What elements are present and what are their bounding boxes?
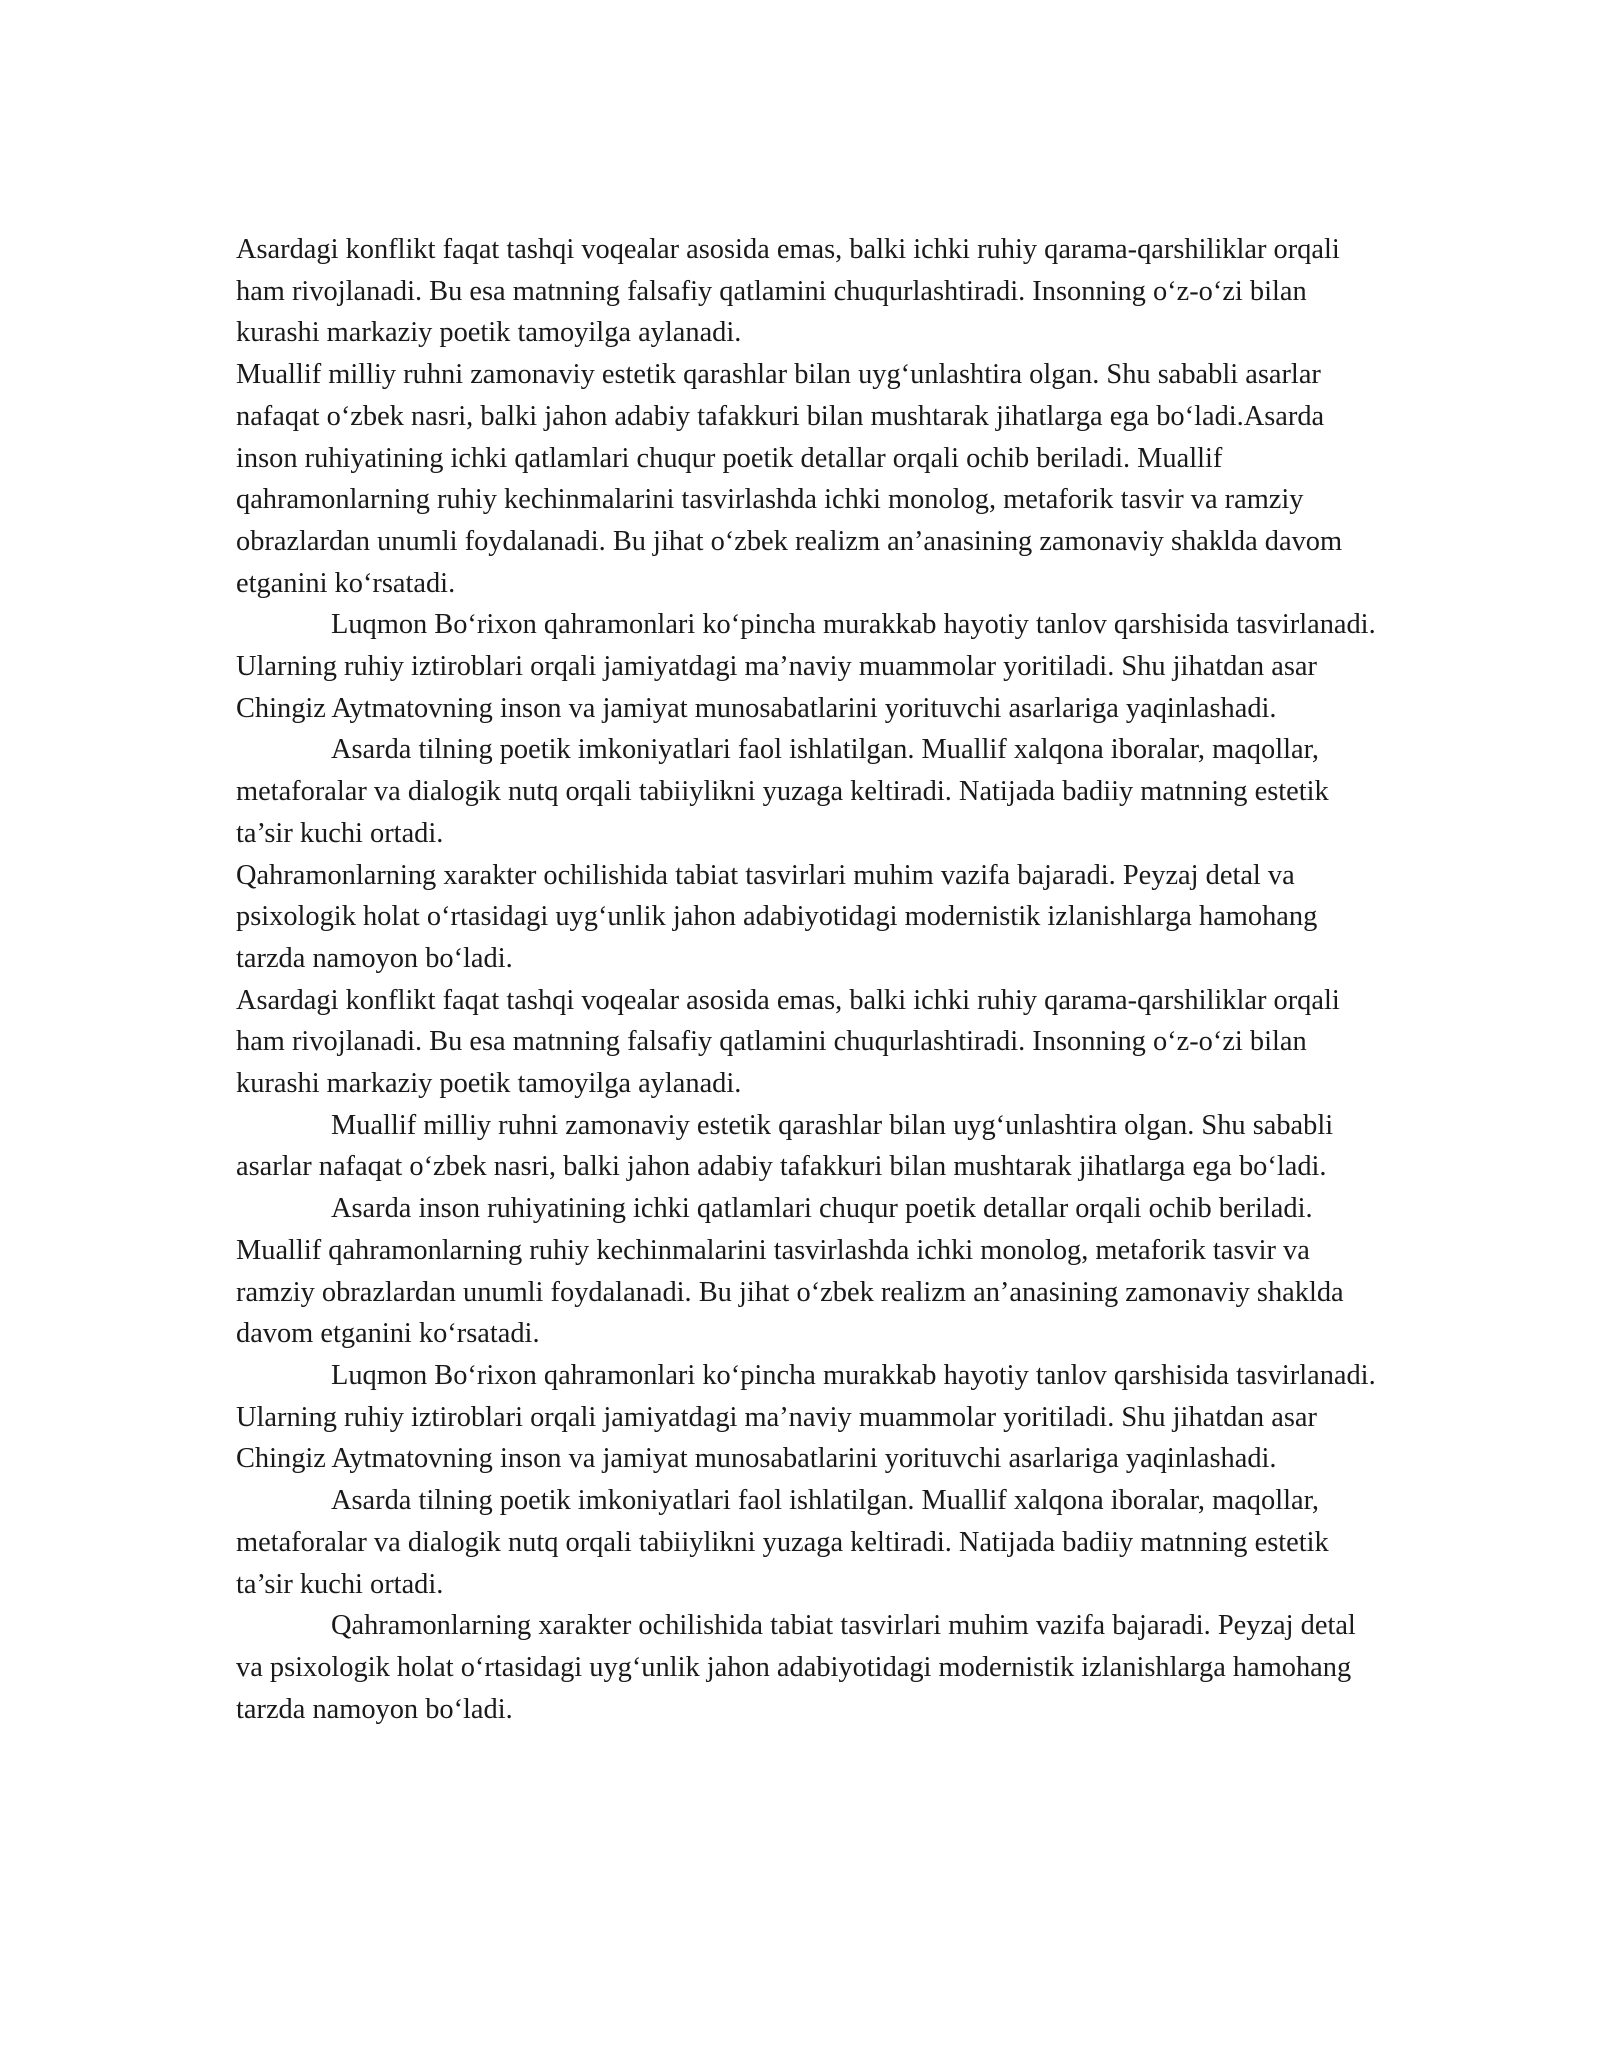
- paragraph-5: Qahramonlarning xarakter ochilishida tabiat tasvirlari muhim vazifa bajaradi. Peyzaj detal va psixologik holat o‘rtasidagi uyg‘unlik jahon adabiyotidagi modernistik izlanishlarga hamohang tarzda namoyon bo‘ladi.: [236, 859, 1318, 974]
- paragraph-9: Luqmon Bo‘rixon qahramonlari ko‘pincha murakkab hayotiy tanlov qarshisida tasvirlanadi. Ularning ruhiy iztiroblari orqali jamiyatdagi ma’naviy muammolar yoritiladi. Shu jihatdan asar Chingiz Aytmatovning inson va jamiyat munosabatlarini yorituvchi asarlariga yaqinlashadi.: [236, 1359, 1376, 1475]
- paragraph-4: Asarda tilning poetik imkoniyatlari faol ishlatilgan. Muallif xalqona iboralar, maqollar, metaforalar va dialogik nutq orqali tabiiylikni yuzaga keltiradi. Natijada badiiy matnning estetik ta’sir kuchi ortadi.: [236, 734, 1329, 849]
- paragraph-8: Asarda inson ruhiyatining ichki qatlamlari chuqur poetik detallar orqali ochib beriladi. Muallif qahramonlarning ruhiy kechinmalarini tasvirlashda ichki monolog, metaforik tasvir va ramziy obrazlardan unumli foydalanadi. Bu jihat o‘zbek realizm an’anasining zamonaviy shaklda davom etganini ko‘rsatadi.: [236, 1193, 1344, 1350]
- paragraph-3: Luqmon Bo‘rixon qahramonlari ko‘pincha murakkab hayotiy tanlov qarshisida tasvirlanadi. Ularning ruhiy iztiroblari orqali jamiyatdagi ma’naviy muammolar yoritiladi. Shu jihatdan asar Chingiz Aytmatovning inson va jamiyat munosabatlarini yorituvchi asarlariga yaqinlashadi.: [236, 609, 1376, 724]
- paragraph-1: Asardagi konflikt faqat tashqi voqealar asosida emas, balki ichki ruhiy qarama-qarshiliklar orqali ham rivojlanadi. Bu esa matnning falsafiy qatlamini chuqurlashtiradi. Insonning o‘z-o‘zi bilan kurashi markaziy poetik tamoyilga aylanadi.: [236, 234, 1340, 349]
- paragraph-7: Muallif milliy ruhni zamonaviy estetik qarashlar bilan uyg‘unlashtira olgan. Shu sababli asarlar nafaqat o‘zbek nasri, balki jahon adabiy tafakkuri bilan mushtarak jihatlarga ega bo‘ladi.: [236, 1109, 1334, 1183]
- paragraph-11: Qahramonlarning xarakter ochilishida tabiat tasvirlari muhim vazifa bajaradi. Peyzaj detal va psixologik holat o‘rtasidagi uyg‘unlik jahon adabiyotidagi modernistik izlanishlarga hamohang tarzda namoyon bo‘ladi.: [236, 1610, 1356, 1725]
- paragraph-10: Asarda tilning poetik imkoniyatlari faol ishlatilgan. Muallif xalqona iboralar, maqollar, metaforalar va dialogik nutq orqali tabiiylikni yuzaga keltiradi. Natijada badiiy matnning estetik ta’sir kuchi ortadi.: [236, 1485, 1329, 1600]
- document-body: [236, 229, 1386, 1730]
- paragraph-6: Asardagi konflikt faqat tashqi voqealar asosida emas, balki ichki ruhiy qarama-qarshiliklar orqali ham rivojlanadi. Bu esa matnning falsafiy qatlamini chuqurlashtiradi. Insonning o‘z-o‘zi bilan kurashi markaziy poetik tamoyilga aylanadi.: [236, 984, 1340, 1100]
- paragraph-2: Muallif milliy ruhni zamonaviy estetik qarashlar bilan uyg‘unlashtira olgan. Shu sababli asarlar nafaqat o‘zbek nasri, balki jahon adabiy tafakkuri bilan mushtarak jihatlarga ega bo‘ladi.Asarda inson ruhiyatining ichki qatlamlari chuqur poetik detallar orqali ochib beriladi. Muallif qahramonlarning ruhiy kechinmalarini tasvirlashda ichki monolog, metaforik tasvir va ramziy obrazlardan unumli foydalanadi. Bu jihat o‘zbek realizm an’anasining zamonaviy shaklda davom etganini ko‘rsatadi.: [236, 359, 1343, 599]
